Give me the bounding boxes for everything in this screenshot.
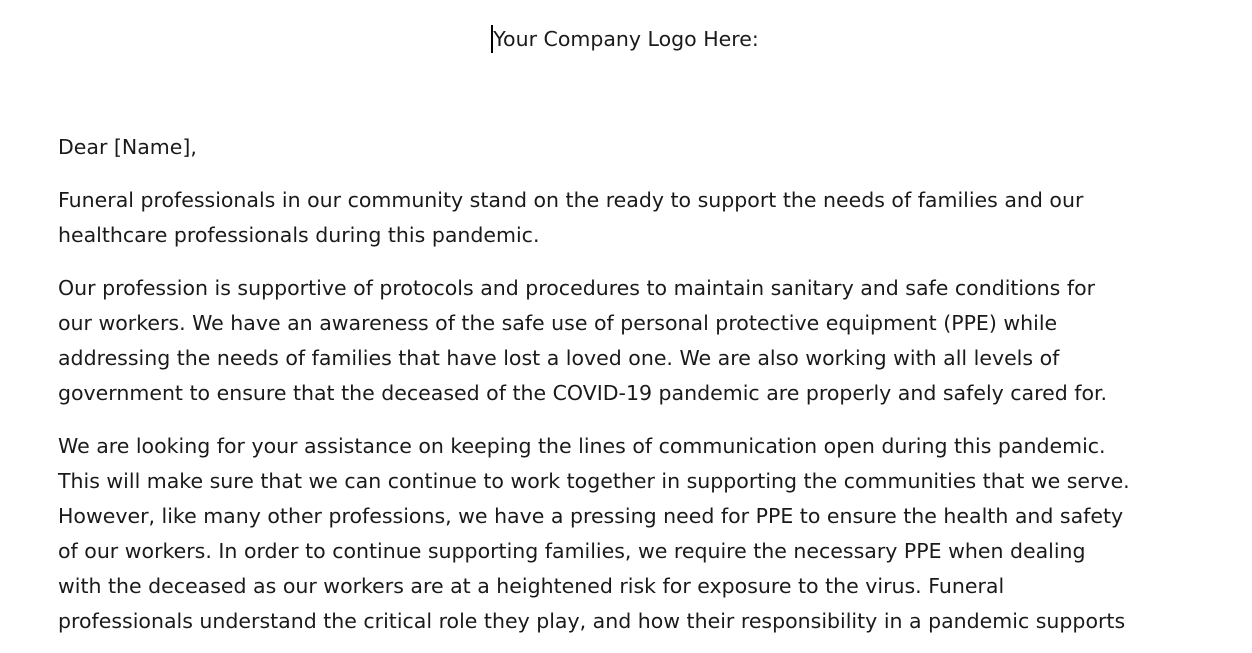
paragraph-line: We are looking for your assistance on keeping the lines of communication open during this pandemic. [58,434,1106,458]
paragraph-line: healthcare professionals during this pandemic. [58,223,540,247]
paragraph-line: Funeral professionals in our community stand on the ready to support the needs of families and our [58,188,1084,212]
paragraph-line: Our profession is supportive of protocols and procedures to maintain sanitary and safe conditions for [58,276,1096,300]
text-cursor [491,25,493,53]
salutation: Dear [Name], [58,135,197,159]
paragraph-line: of our workers. In order to continue supporting families, we require the necessary PPE when dealing [58,539,1086,563]
paragraph-line: professionals understand the critical role they play, and how their responsibility in a pandemic supports [58,609,1126,633]
paragraph-line: This will make sure that we can continue to work together in supporting the communities that we serve. [58,469,1130,493]
letter-body[interactable] [58,130,1208,639]
paragraph-line: government to ensure that the deceased of the COVID-19 pandemic are properly and safely cared for. [58,381,1108,405]
logo-placeholder-text: Your Company Logo Here: [493,27,759,51]
paragraph-line: However, like many other professions, we have a pressing need for PPE to ensure the health and safety [58,504,1124,528]
paragraph-1 [58,183,1208,253]
paragraph-3 [58,429,1208,639]
paragraph-line: addressing the needs of families that have lost a loved one. We are also working with all levels of [58,346,1060,370]
paragraph-line: with the deceased as our workers are at a heightened risk for exposure to the virus. Funeral [58,574,1005,598]
paragraph-line: our workers. We have an awareness of the safe use of personal protective equipment (PPE) while [58,311,1058,335]
logo-placeholder-line[interactable] [0,22,1252,56]
paragraph-2 [58,271,1208,411]
